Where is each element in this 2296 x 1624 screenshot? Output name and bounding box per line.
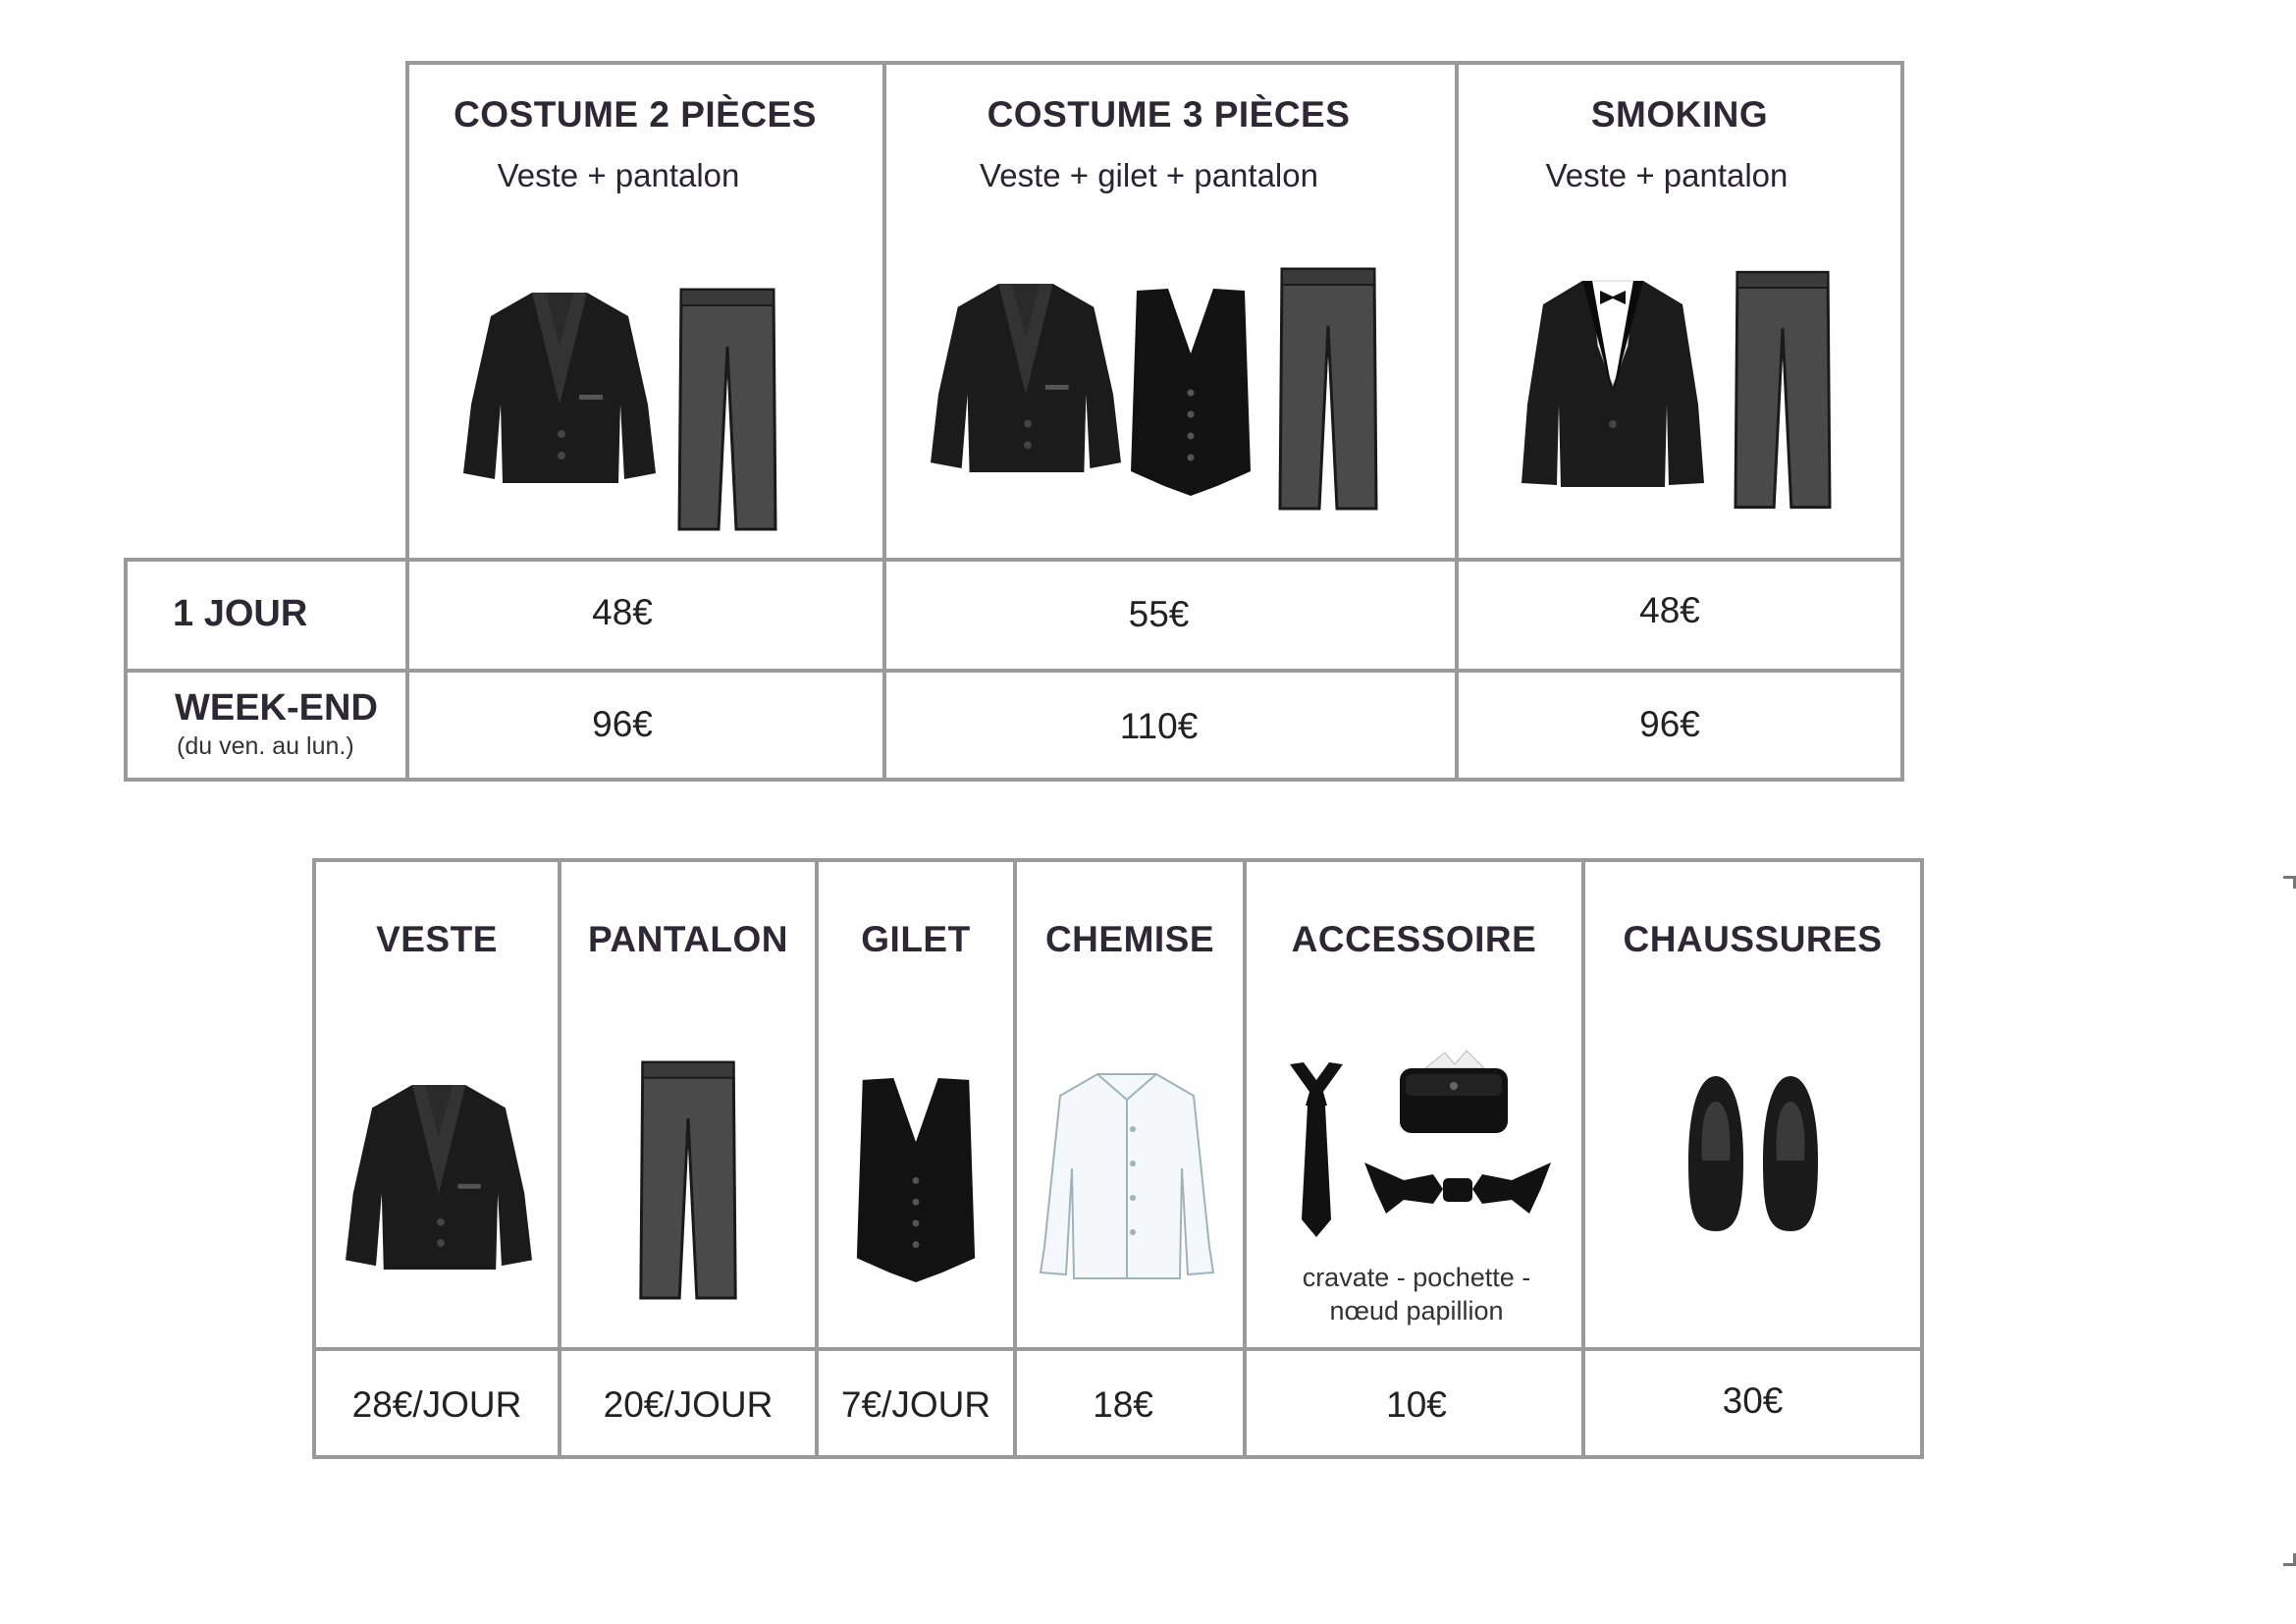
column-title-smoking: SMOKING (1590, 94, 1769, 135)
vest-icon (1129, 285, 1253, 496)
vest-icon (854, 1074, 978, 1282)
item-title-chemise: CHEMISE (1044, 919, 1215, 959)
item-price-pantalon: 20€/JOUR (603, 1384, 774, 1425)
trousers-icon (638, 1060, 738, 1300)
price-cell: 110€ (1119, 706, 1199, 746)
item-title-veste: VESTE (376, 919, 498, 959)
price-cell: 96€ (592, 704, 653, 744)
column-title-costume-3-pieces: COSTUME 3 PIÈCES (987, 94, 1351, 135)
price-cell: 55€ (1128, 594, 1190, 634)
trousers-icon (1734, 269, 1832, 511)
crop-mark (2283, 1553, 2296, 1566)
grid-line (124, 558, 1904, 562)
jacket-icon (346, 1066, 532, 1290)
grid-line (312, 1455, 1924, 1459)
shoes-icon (1684, 1072, 1822, 1235)
grid-line (312, 858, 1924, 862)
column-subtitle: Veste + gilet + pantalon (980, 157, 1318, 193)
item-title-pantalon: PANTALON (587, 919, 789, 959)
item-price-gilet: 7€/JOUR (840, 1384, 991, 1425)
column-title-costume-2-pieces: COSTUME 2 PIÈCES (454, 94, 817, 135)
item-title-accessoire: ACCESSOIRE (1291, 919, 1537, 959)
grid-line (1920, 858, 1924, 1459)
item-title-gilet: GILET (861, 919, 971, 959)
jacket-icon (931, 267, 1121, 491)
grid-line (1900, 61, 1904, 782)
column-subtitle: Veste + pantalon (497, 157, 740, 193)
shirt-icon (1039, 1070, 1215, 1282)
row-label-week-end: WEEK-END (175, 687, 378, 729)
item-price-accessoire: 10€ (1386, 1384, 1447, 1425)
item-price-chaussures: 30€ (1722, 1380, 1784, 1421)
grid-line (124, 558, 128, 782)
column-subtitle: Veste + pantalon (1545, 157, 1789, 193)
pocket-square-icon (1396, 1049, 1512, 1137)
trousers-icon (677, 288, 777, 531)
item-price-chemise: 18€ (1093, 1384, 1153, 1425)
tuxedo-jacket-icon (1522, 277, 1704, 491)
trousers-icon (1278, 267, 1378, 511)
price-cell: 96€ (1639, 704, 1700, 744)
item-title-chaussures: CHAUSSURES (1623, 919, 1883, 959)
grid-line (405, 61, 1904, 65)
crop-mark (2283, 876, 2296, 889)
tie-icon (1284, 1062, 1349, 1239)
jacket-icon (463, 287, 656, 491)
price-cell: 48€ (1639, 590, 1700, 630)
caption-line: cravate - pochette - (1302, 1263, 1531, 1292)
caption-line: nœud papillion (1329, 1296, 1504, 1326)
grid-line (124, 669, 1904, 673)
grid-line (124, 778, 1904, 782)
price-cell: 48€ (592, 592, 653, 632)
accessory-caption (1247, 1261, 1586, 1327)
grid-line (312, 1347, 1924, 1351)
row-label-1-jour: 1 JOUR (173, 593, 308, 634)
item-price-veste: 28€/JOUR (351, 1384, 522, 1425)
bow-tie-icon (1364, 1155, 1551, 1223)
row-sublabel: (du ven. au lun.) (177, 732, 354, 760)
